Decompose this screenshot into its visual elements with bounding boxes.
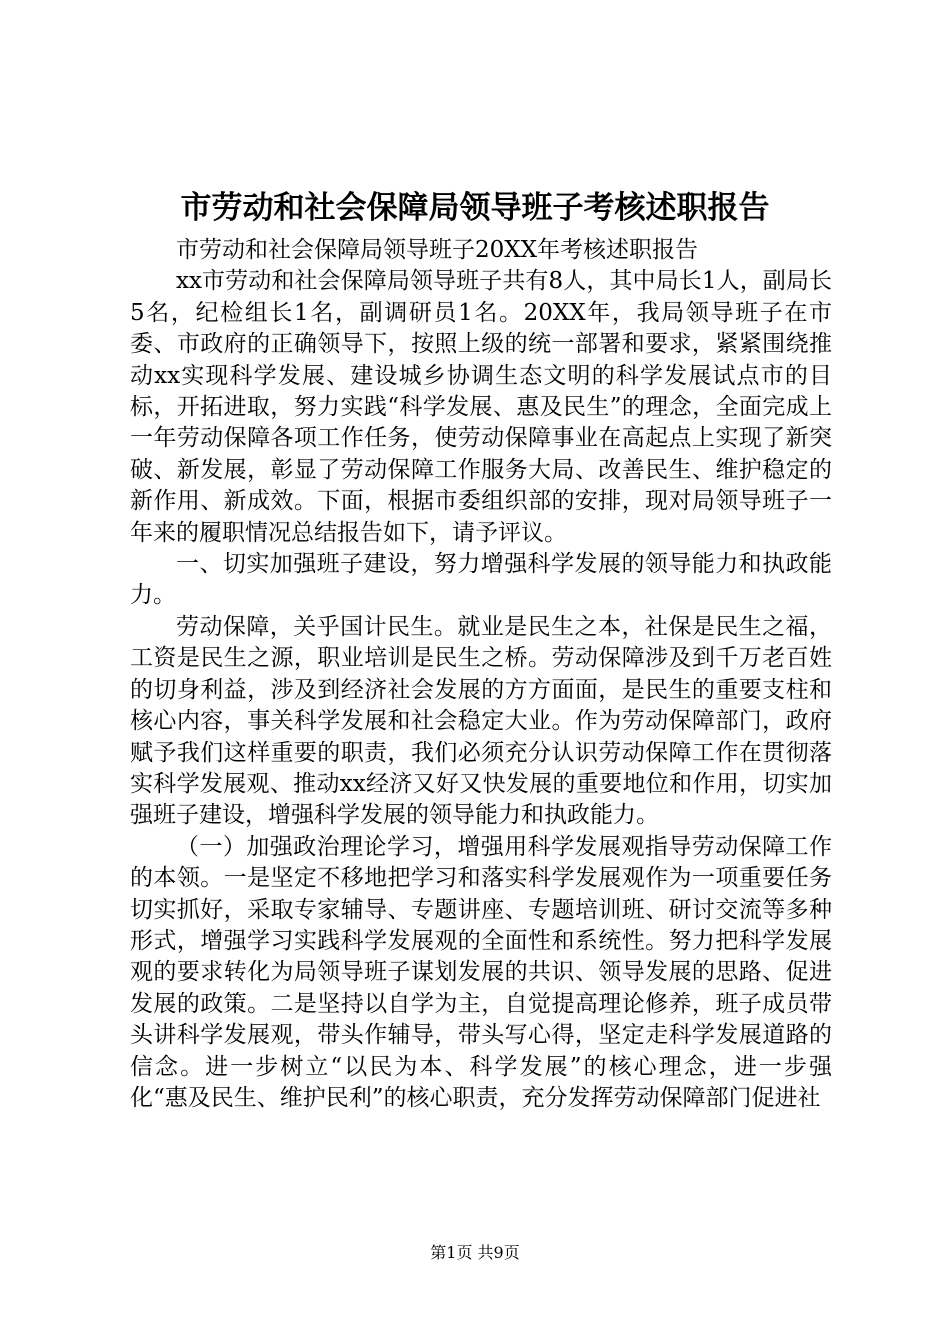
paragraph-section-1: 劳动保障，关乎国计民生。就业是民生之本，社保是民生之福，工资是民生之源，职业培训是民生之桥。劳动保障涉及到千万老百姓的切身利益，涉及到经济社会发展的方方面面，是民生的重要支柱和核心内容，事关科学发展和社会稳定大业。作为劳动保障部门，政府赋予我们这样重要的职责，我们必须充分认识劳动保障工作在贯彻落实科学发展观、推动xx经济又好又快发展的重要地位和作用，切实加强班子建设，增强科学发展的领导能力和执政能力。 (130, 613, 832, 829)
document-body (130, 235, 832, 1114)
paragraph-intro: xx市劳动和社会保障局领导班子共有8人，其中局长1人，副局长5名，纪检组长1名，副调研员1名。20XX年，我局领导班子在市委、市政府的正确领导下，按照上级的统一部署和要求，紧紧围绕推动xx实现科学发展、建设城乡协调生态文明的科学发展试点市的目标，开拓进取，努力实践“科学发展、惠及民生”的理念，全面完成上一年劳动保障各项工作任务，使劳动保障事业在高起点上实现了新突破、新发展，彰显了劳动保障工作服务大局、改善民生、维护稳定的新作用、新成效。下面，根据市委组织部的安排，现对局领导班子一年来的履职情况总结报告如下，请予评议。 (130, 268, 832, 546)
document-title: 市劳动和社会保障局领导班子考核述职报告 (180, 190, 770, 226)
page-footer: 第1页 共9页 (430, 1243, 520, 1262)
paragraph-subsection-1: （一）加强政治理论学习，增强用科学发展观指导劳动保障工作的本领。一是坚定不移地把学习和落实科学发展观作为一项重要任务切实抓好，采取专家辅导、专题讲座、专题培训班、研讨交流等多种形式，增强学习实践科学发展观的全面性和系统性。努力把科学发展观的要求转化为局领导班子谋划发展的共识、领导发展的思路、促进发展的政策。二是坚持以自学为主，自觉提高理论修养，班子成员带头讲科学发展观，带头作辅导，带头写心得，坚定走科学发展道路的信念。进一步树立“以民为本、科学发展”的核心理念，进一步强化“惠及民生、维护民利”的核心职责，充分发挥劳动保障部门促进社 (130, 833, 832, 1111)
paragraph-subtitle: 市劳动和社会保障局领导班子20XX年考核述职报告 (176, 237, 699, 263)
section-heading: 一、切实加强班子建设，努力增强科学发展的领导能力和执政能力。 (130, 551, 832, 609)
